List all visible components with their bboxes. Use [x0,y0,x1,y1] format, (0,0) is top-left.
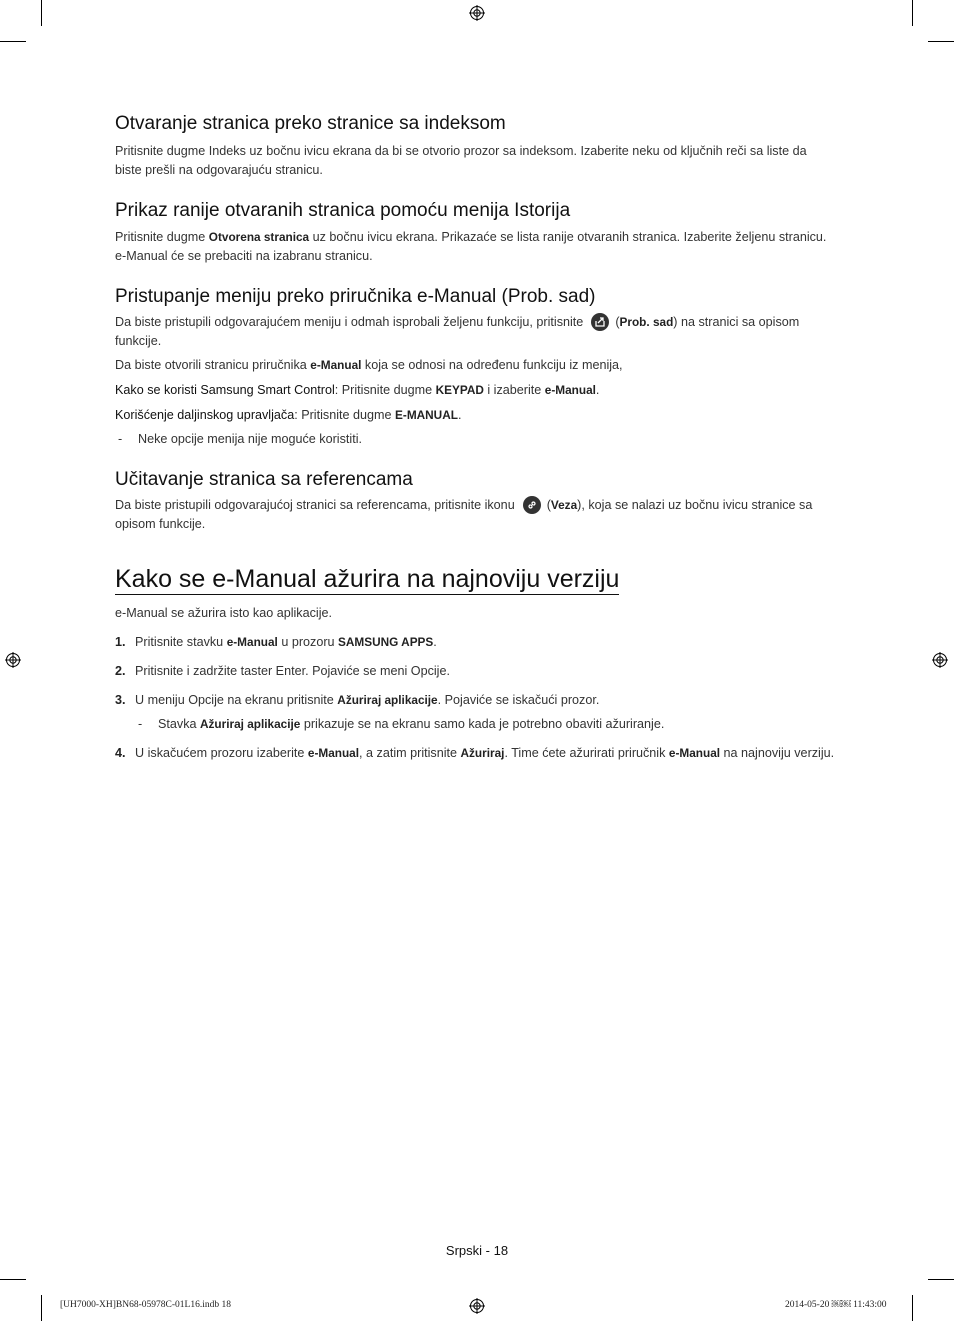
print-file-info: [UH7000-XH]BN68-05978C-01L16.indb 18 [60,1300,231,1310]
link-icon[interactable] [523,496,541,514]
section-text: Da biste pristupili odgovarajućoj stranici sa referencama, pritisnite ikonu (Veza), koja se nalazi uz bočnu ivicu stranice sa opisom funkcije. [115,496,835,534]
list-item: 4. U iskačućem prozoru izaberite e-Manual, a zatim pritisnite Ažuriraj. Time ćete ažurirati priručnik e-Manual na najnoviju verziju. [115,746,835,760]
term-open-page: Otvorena stranica [208,230,310,244]
page-title: Kako se e-Manual ažurira na najnoviju verziju [115,565,620,593]
section-heading: Pristupanje meniju preko priručnika e-Manual (Prob. sad) [115,286,596,307]
term-try-now: Prob. sad [619,315,674,329]
list-item: 1. Pritisnite stavku e-Manual u prozoru SAMSUNG APPS. [115,635,437,649]
list-item: 3. U meniju Opcije na ekranu pritisnite Ažuriraj aplikacije. Pojaviće se iskačući prozor. [115,693,600,707]
section-heading: Prikaz ranije otvaranih stranica pomoću menija Istorija [115,200,571,221]
section-text: Kako se koristi Samsung Smart Control: Pritisnite dugme KEYPAD i izaberite e-Manual. [115,383,600,397]
crop-mark [912,0,913,26]
crop-mark [928,1279,954,1280]
update-steps [115,633,835,763]
crop-mark [41,0,42,26]
try-now-icon[interactable] [591,313,609,331]
section-text: Korišćenje daljinskog upravljača: Pritisnite dugme E-MANUAL. [115,408,462,422]
manual-page-content [115,112,835,763]
crop-mark [928,41,954,42]
print-date-info: 2014-05-20 ￼￼ 11:43:00 [785,1300,887,1310]
registration-mark-icon [469,1298,485,1314]
section-heading: Otvaranje stranica preko stranice sa indeksom [115,113,506,134]
crop-mark [0,1279,26,1280]
crop-mark [912,1295,913,1321]
crop-mark [41,1295,42,1321]
crop-mark [0,41,26,42]
section-heading: Učitavanje stranica sa referencama [115,469,413,490]
registration-mark-icon [469,5,485,21]
section-text: Da biste pristupili odgovarajućem meniju i odmah isprobali željenu funkciju, pritisnite (Prob. sad) na stranici sa opisom funkcije. [115,313,835,351]
page-number: Srpski - 18 [445,1243,509,1258]
registration-mark-icon [932,652,948,668]
note-item: - Neke opcije menija nije moguće koristiti. [118,432,362,446]
term-link: Veza [550,498,578,512]
registration-mark-icon [5,652,21,668]
list-item: 2. Pritisnite i zadržite taster Enter. Pojaviće se meni Opcije. [115,664,450,678]
note-item: - Stavka Ažuriraj aplikacije prikazuje se na ekranu samo kada je potrebno obaviti ažuriranje. [138,717,665,731]
section-text: Pritisnite dugme Indeks uz bočnu ivicu ekrana da bi se otvorio prozor sa indeksom. Izaberite neku od ključnih reči sa liste da biste prešli na odgovarajuću stranicu. [115,144,807,177]
section-text: Da biste otvorili stranicu priručnika e-Manual koja se odnosi na određenu funkciju iz menija, [115,358,623,372]
update-intro: e-Manual se ažurira isto kao aplikacije. [115,606,332,620]
section-text: Pritisnite dugme Otvorena stranica uz bočnu ivicu ekrana. Prikazaće se lista ranije otvaranih stranica. Izaberite željenu stranicu. e-Manual će se prebaciti na izabranu stranicu. [115,230,827,263]
